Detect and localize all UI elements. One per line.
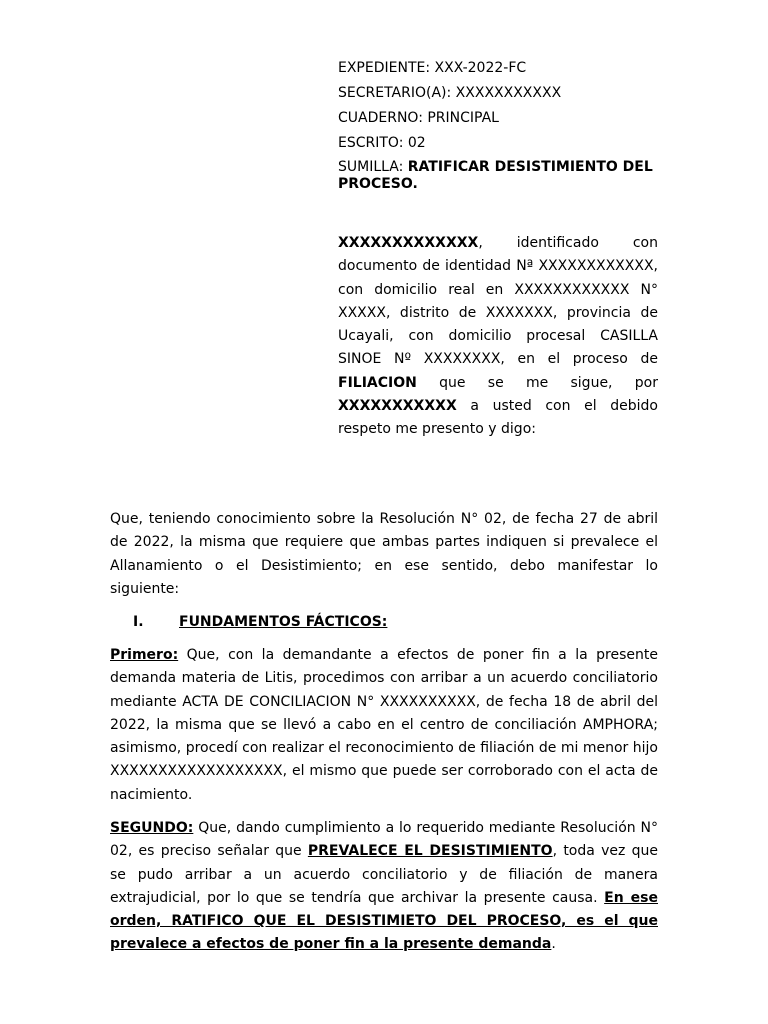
- sumilla-value: RATIFICAR DESISTIMIENTO DEL PROCESO.: [338, 159, 653, 192]
- plaintiff-name: XXXXXXXXXXX: [338, 398, 457, 415]
- segundo-text-2: , toda vez que se pudo arribar a un acuerdo conciliatorio y de filiación de manera extrajudicial, por lo que se tendría que archivar la presente causa.: [110, 843, 658, 906]
- intro-text-1: , identificado con documento de identidad Nª XXXXXXXXXXXX, con domicilio real en XXXXXXXXXXXX N° XXXXX, distrito de XXXXXXX, provincia de Ucayali, con domicilio procesal CASILLA SINOE Nº XXXXXXXX, en el proceso de: [338, 235, 658, 368]
- expediente-line: EXPEDIENTE: XXX-2022-FC: [338, 60, 527, 76]
- section-number: I.: [133, 614, 144, 630]
- segundo-end: .: [551, 936, 556, 953]
- segundo-emphasis: PREVALECE EL DESISTIMIENTO: [307, 843, 553, 860]
- party-name: XXXXXXXXXXXXX: [338, 235, 479, 251]
- cuaderno-line: CUADERNO: PRINCIPAL: [338, 110, 499, 126]
- primero-paragraph: [110, 644, 658, 807]
- sumilla-line: [338, 159, 658, 193]
- segundo-text-1: Que, dando cumplimiento a lo requerido mediante Resolución N° 02, es preciso señalar que: [110, 820, 658, 860]
- resolution-paragraph: Que, teniendo conocimiento sobre la Resolución N° 02, de fecha 27 de abril de 2022, la misma que requiere que ambas partes indiquen si prevalece el Allanamiento o el Desistimiento; en ese sentido, debo manifestar lo siguiente:: [110, 511, 658, 597]
- intro-paragraph: [338, 232, 658, 442]
- process-type: FILIACION: [338, 374, 417, 391]
- section-title: FUNDAMENTOS FÁCTICOS:: [179, 614, 388, 630]
- secretario-line: SECRETARIO(A): XXXXXXXXXXX: [338, 85, 562, 101]
- primero-label: Primero:: [110, 647, 179, 663]
- section-heading: [133, 612, 633, 632]
- intro-text-2: que se me sigue, por: [416, 374, 658, 391]
- segundo-label: SEGUNDO:: [110, 820, 194, 836]
- primero-text: Que, con la demandante a efectos de poner fin a la presente demanda materia de Litis, procedimos con arribar a un acuerdo conciliatorio mediante ACTA DE CONCILIACION N° XXXXXXXXXX, de fecha 18 de abril del 2022, la misma que se llevó a cabo en el centro de conciliación AMPHORA; asimismo, procedí con realizar el reconocimiento de filiación de mi menor hijo XXXXXXXXXXXXXXXXXX, el mismo que puede ser corroborado con el acta de nacimiento.: [110, 647, 658, 803]
- sumilla-label: SUMILLA:: [338, 159, 408, 175]
- case-header: [338, 58, 658, 193]
- escrito-line: ESCRITO: 02: [338, 135, 426, 151]
- intro-text-3: a usted con el debido respeto me presento y digo:: [338, 398, 658, 438]
- segundo-paragraph: [110, 817, 658, 957]
- segundo-conclusion: En ese orden, RATIFICO QUE EL DESISTIMIETO DEL PROCESO, es el que prevalece a efectos de poner fin a la presente demanda: [110, 889, 658, 953]
